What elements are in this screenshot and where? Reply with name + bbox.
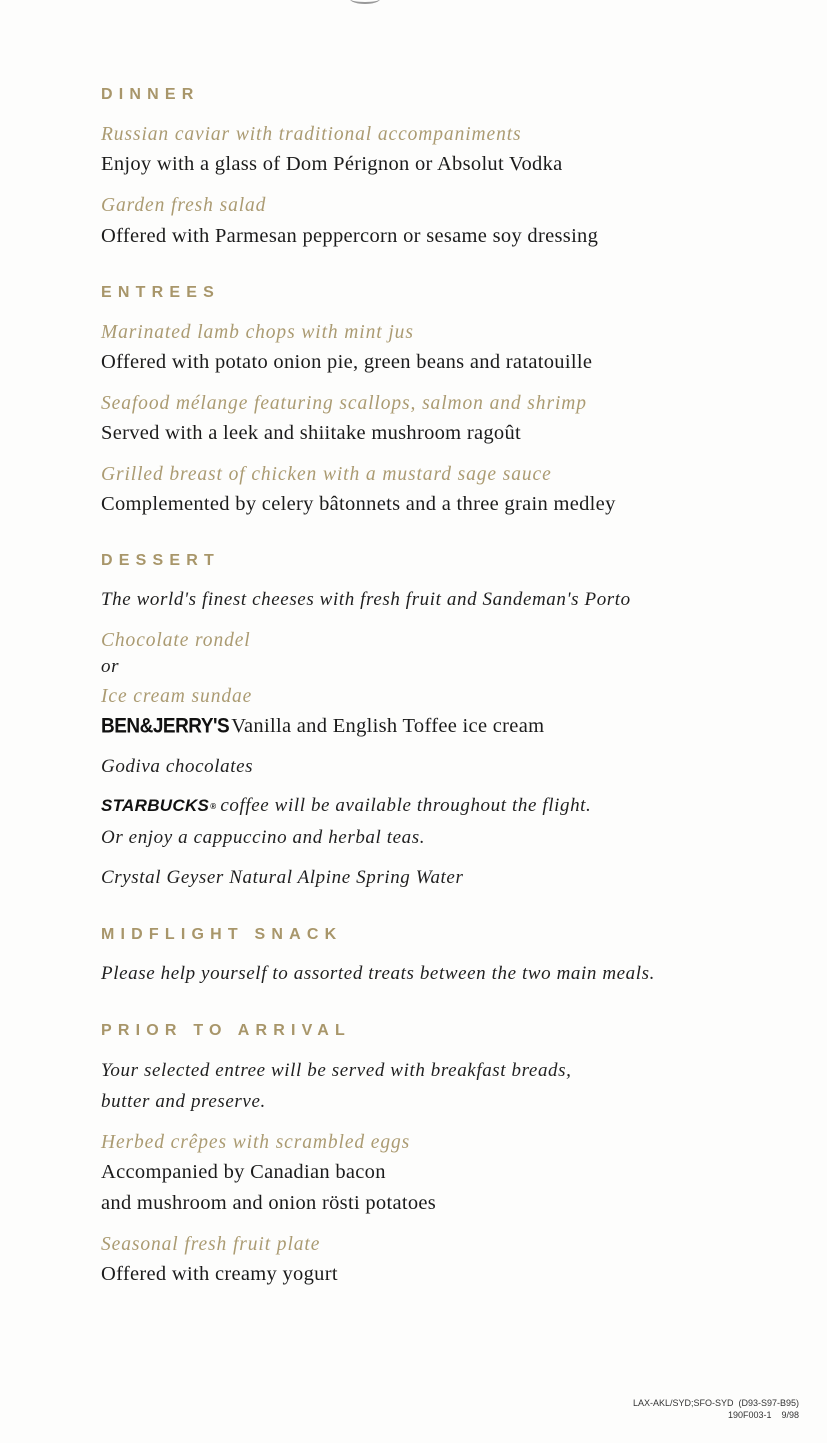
section-heading-snack: MIDFLIGHT SNACK [101, 926, 343, 943]
menu-item-name: Herbed crêpes with scrambled eggs [101, 1132, 411, 1153]
dessert-sundae: Ice cream sundae [101, 686, 253, 707]
section-heading-dinner: DINNER [101, 86, 200, 103]
dessert-chocolate: Chocolate rondel [101, 630, 251, 651]
menu-item-desc: Complemented by celery bâtonnets and a three grain medley [101, 493, 616, 515]
menu-item-desc: Accompanied by Canadian bacon [101, 1161, 386, 1183]
menu-item-desc: and mushroom and onion rösti potatoes [101, 1192, 437, 1214]
section-heading-dessert: DESSERT [101, 552, 220, 569]
dessert-or: or [101, 656, 120, 677]
sundae-desc: Vanilla and English Toffee ice cream [231, 715, 545, 737]
page-edge-mark [350, 0, 380, 4]
footer-code: 190F003-1 9/98 [727, 1410, 799, 1420]
water-text: Crystal Geyser Natural Alpine Spring Water [101, 867, 464, 888]
arrival-intro: Your selected entree will be served with breakfast breads, [101, 1060, 572, 1081]
cappuccino-text: Or enjoy a cappuccino and herbal teas. [101, 827, 426, 848]
menu-item-name: Seafood mélange featuring scallops, salmon and shrimp [101, 393, 587, 414]
sundae-line [101, 714, 544, 738]
coffee-text: coffee will be available throughout the flight. [220, 795, 592, 816]
dessert-cheese: The world's finest cheeses with fresh fruit and Sandeman's Porto [101, 589, 631, 610]
section-heading-arrival: PRIOR TO ARRIVAL [101, 1022, 352, 1039]
starbucks-logo [101, 796, 216, 815]
menu-item-name: Garden fresh salad [101, 195, 267, 216]
menu-item-desc: Enjoy with a glass of Dom Pérignon or Absolut Vodka [101, 153, 563, 175]
registered-mark: ® [210, 801, 217, 811]
menu-item-desc: Offered with Parmesan peppercorn or sesame soy dressing [101, 225, 599, 247]
menu-item-name: Russian caviar with traditional accompaniments [101, 124, 522, 145]
section-heading-entrees: ENTREES [101, 284, 220, 301]
footer-route: LAX-AKL/SYD;SFO-SYD (D93-S97-B95) [632, 1398, 799, 1408]
menu-item-name: Grilled breast of chicken with a mustard sage sauce [101, 464, 552, 485]
coffee-line [101, 794, 591, 818]
snack-text: Please help yourself to assorted treats between the two main meals. [101, 963, 656, 984]
menu-item-desc: Offered with creamy yogurt [101, 1263, 338, 1285]
arrival-intro: butter and preserve. [101, 1091, 266, 1112]
menu-item-name: Seasonal fresh fruit plate [101, 1234, 321, 1255]
menu-item-name: Marinated lamb chops with mint jus [101, 322, 414, 343]
dessert-godiva: Godiva chocolates [101, 756, 254, 777]
starbucks-wordmark: STARBUCKS [101, 796, 210, 815]
ben-jerrys-logo: BEN&JERRY'S [101, 714, 230, 738]
menu-item-desc: Offered with potato onion pie, green beans and ratatouille [101, 351, 593, 373]
menu-item-desc: Served with a leek and shiitake mushroom ragoût [101, 422, 522, 444]
